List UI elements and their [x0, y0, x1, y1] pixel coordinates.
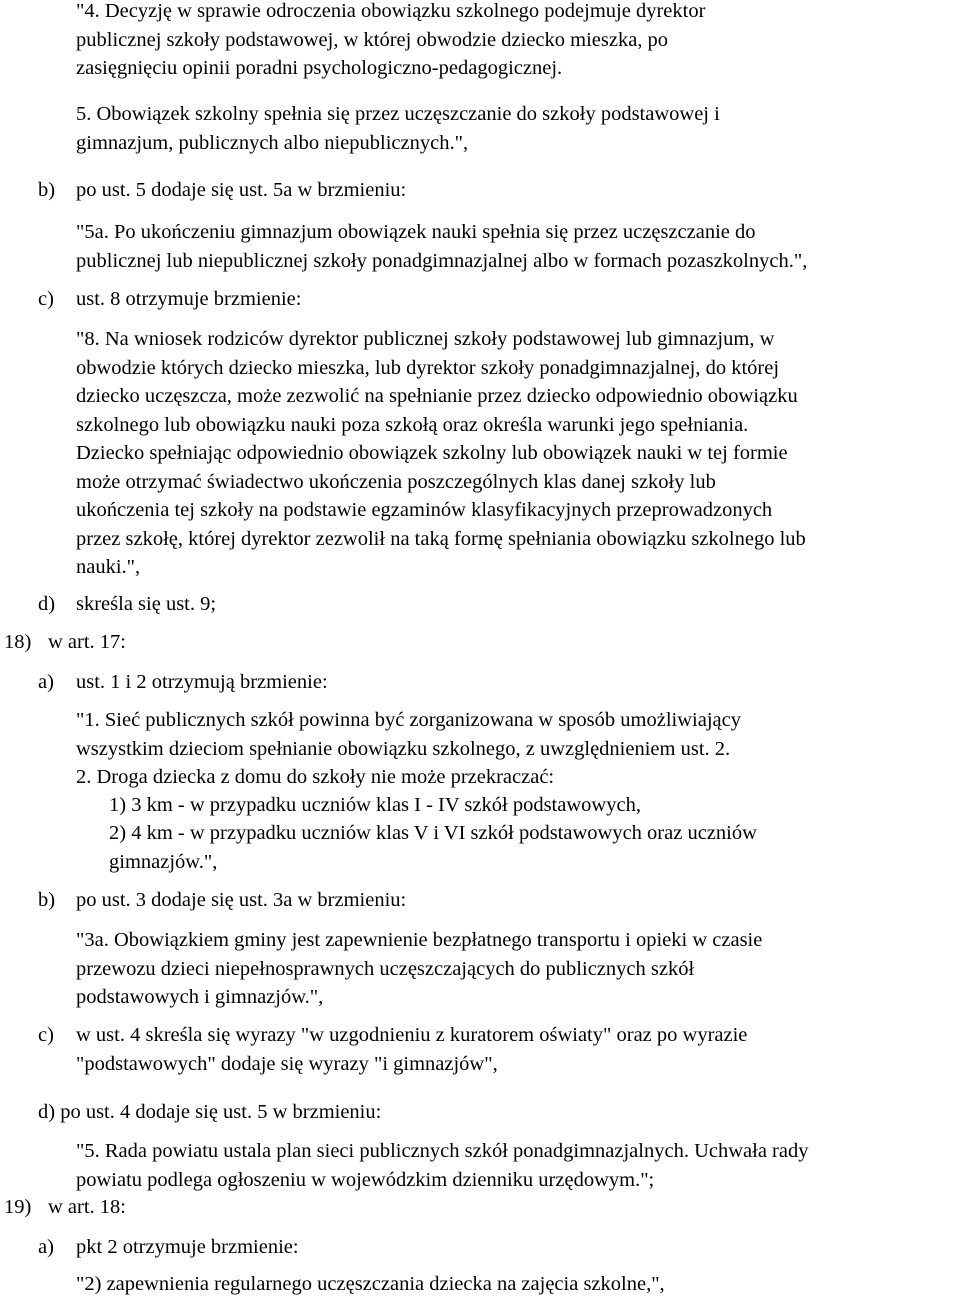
text-line: publicznej lub niepublicznej szkoły ponadgimnazjalnej albo w formach pozaszkolnych.", [76, 249, 808, 272]
item-marker-c: c) [38, 1024, 54, 1046]
item-marker-c: c) [38, 288, 54, 310]
ust8-paragraph [76, 325, 806, 582]
text-line: szkolnego lub obowiązku nauki poza szkołą oraz określa warunki jego spełniania. [76, 413, 749, 436]
text-line: 5. Obowiązek szkolny spełnia się przez uczęszczanie do szkoły podstawowej i [76, 103, 720, 125]
item-marker-a: a) [38, 671, 54, 693]
text-line: "4. Decyzję w sprawie odroczenia obowiązku szkolnego podejmuje dyrektor [76, 0, 706, 22]
art17-ust2-point1: 1) 3 km - w przypadku uczniów klas I - IV szkół podstawowych, [109, 794, 641, 816]
art16-ust5-paragraph [76, 100, 720, 157]
text-line: "5. Rada powiatu ustala plan sieci publicznych szkół ponadgimnazjalnych. Uchwała rady [76, 1140, 809, 1162]
point-text-19: w art. 18: [48, 1196, 126, 1218]
item-marker-a: a) [38, 1236, 54, 1258]
text-line: Dziecko spełniając odpowiednio obowiązek szkolny lub obowiązek nauki w tej formie [76, 442, 788, 464]
text-line: przewozu dzieci niepełnosprawnych uczęszczających do publicznych szkół [76, 957, 695, 980]
art18-pkt2-text: "2) zapewnienia regularnego uczęszczania dziecka na zajęcia szkolne,", [76, 1273, 665, 1295]
art16-ust4-paragraph [76, 0, 705, 83]
item-marker-b: b) [38, 889, 56, 911]
item-text-d: skreśla się ust. 9; [76, 593, 217, 615]
item-marker-d: d) [38, 593, 56, 615]
art17-ust2-heading: 2. Droga dziecka z domu do szkoły nie może przekraczać: [76, 766, 555, 788]
item-marker-b: b) [38, 179, 56, 201]
text-line: "5a. Po ukończeniu gimnazjum obowiązek nauki spełnia się przez uczęszczanie do [76, 221, 756, 243]
ust5a-paragraph [76, 218, 807, 275]
art17-ust5-paragraph [76, 1137, 808, 1194]
text-line: podstawowych i gimnazjów.", [76, 986, 324, 1008]
text-line: 2) 4 km - w przypadku uczniów klas V i VI szkół podstawowych oraz uczniów [109, 822, 757, 844]
text-line: "8. Na wniosek rodziców dyrektor publicznej szkoły podstawowej lub gimnazjum, w [76, 328, 775, 350]
text-line: nauki.", [76, 556, 141, 578]
point-marker-18: 18) [4, 631, 32, 653]
point-marker-19: 19) [4, 1196, 32, 1218]
item-text-c [76, 1021, 747, 1078]
text-line: gimnazjów.", [109, 850, 218, 873]
text-line: obwodzie których dziecko mieszka, lub dyrektor szkoły ponadgimnazjalnej, do której [76, 356, 780, 379]
text-line: może otrzymać świadectwo ukończenia poszczególnych klas danej szkoły lub [76, 470, 716, 493]
art17-ust2-point2 [109, 819, 757, 876]
text-line: "1. Sieć publicznych szkół powinna być zorganizowana w sposób umożliwiający [76, 709, 741, 731]
item-text-b: po ust. 3 dodaje się ust. 3a w brzmieniu: [76, 889, 407, 911]
point-text-18: w art. 17: [48, 631, 126, 653]
text-line: przez szkołę, której dyrektor zezwolił na taką formę spełniania obowiązku szkolnego lub [76, 527, 806, 550]
text-line: wszystkim dzieciom spełnianie obowiązku szkolnego, z uwzględnieniem ust. 2. [76, 737, 731, 760]
text-line: "podstawowych" dodaje się wyrazy "i gimnazjów", [76, 1052, 498, 1075]
text-line: zasięgnięciu opinii poradni psychologiczno-pedagogicznej. [76, 57, 563, 79]
ust3a-paragraph [76, 926, 762, 1012]
text-line: ukończenia tej szkoły na podstawie egzaminów klasyfikacyjnych przeprowadzonych [76, 499, 773, 521]
text-line: powiatu podlega ogłoszeniu w wojewódzkim dzienniku urzędowym."; [76, 1168, 655, 1191]
art17-ust1-paragraph [76, 706, 741, 763]
text-line: gimnazjum, publicznych albo niepublicznych.", [76, 131, 469, 154]
item-text-c: ust. 8 otrzymuje brzmienie: [76, 288, 302, 310]
text-line: dziecko uczęszcza, może zezwolić na spełnianie przez dziecko odpowiednio obowiązku [76, 385, 798, 407]
text-line: "3a. Obowiązkiem gminy jest zapewnienie bezpłatnego transportu i opieki w czasie [76, 929, 763, 951]
text-line: publicznej szkoły podstawowej, w której obwodzie dziecko mieszka, po [76, 28, 669, 51]
item-text-a: pkt 2 otrzymuje brzmienie: [76, 1236, 299, 1258]
item-text-d: d) po ust. 4 dodaje się ust. 5 w brzmieniu: [38, 1101, 382, 1123]
item-text-a: ust. 1 i 2 otrzymują brzmienie: [76, 671, 328, 693]
text-line: w ust. 4 skreśla się wyrazy "w uzgodnieniu z kuratorem oświaty" oraz po wyrazie [76, 1024, 748, 1046]
item-text-b: po ust. 5 dodaje się ust. 5a w brzmieniu: [76, 179, 407, 201]
